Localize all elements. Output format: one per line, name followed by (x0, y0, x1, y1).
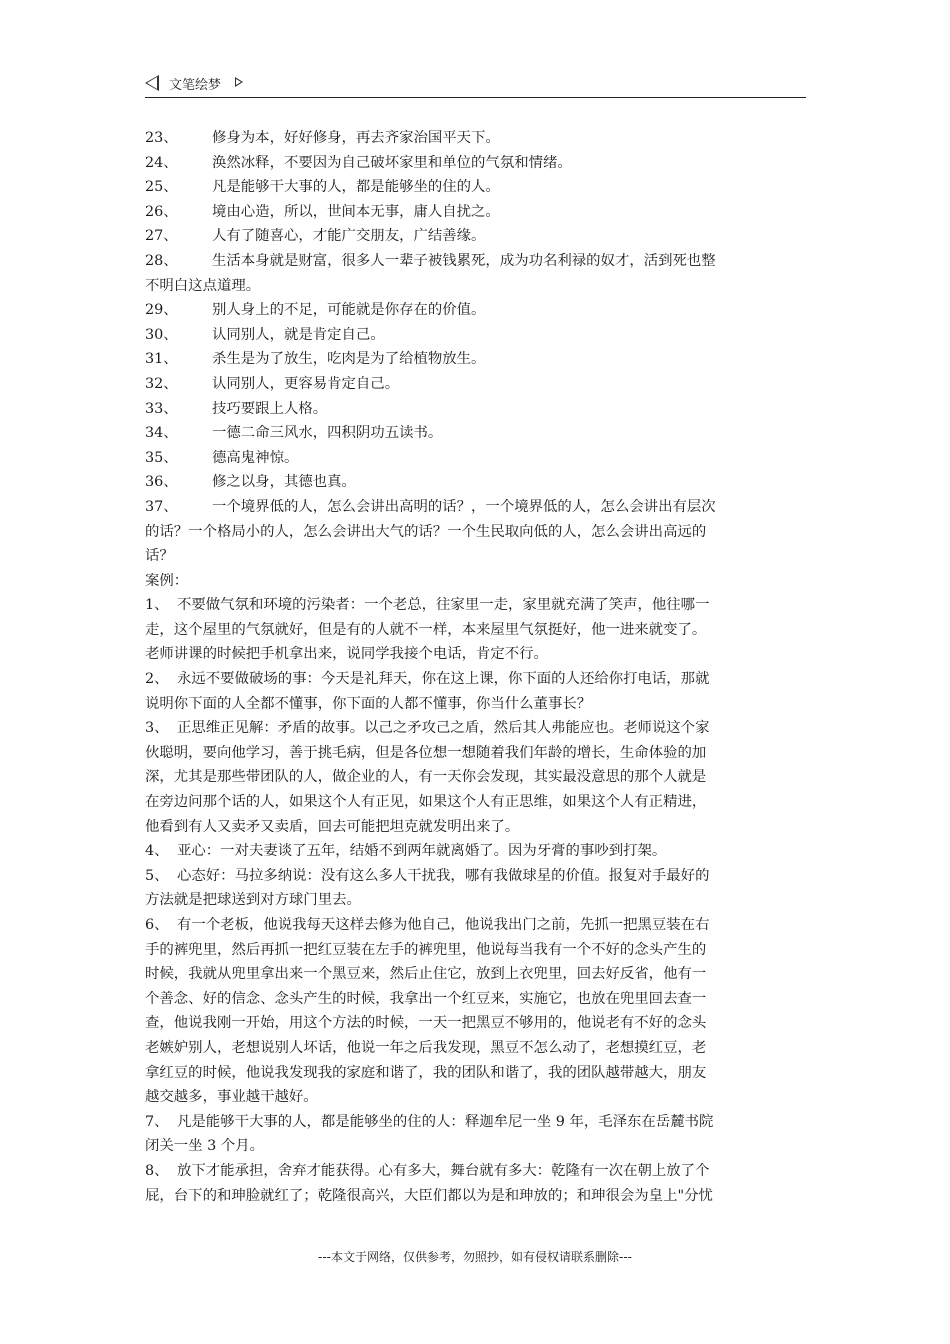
case-number: 6、 (145, 917, 169, 933)
item-number: 31、 (145, 351, 178, 368)
case-text-continued (145, 815, 807, 840)
case-text-continued (145, 618, 807, 643)
case-text: 在旁边问那个话的人，如果这个人有正见，如果这个人有正思维，如果这个人有正精进， (145, 794, 707, 811)
item-number: 29、 (145, 302, 178, 319)
case-text-continued (145, 790, 807, 815)
numbered-item (145, 347, 807, 372)
case-text: 时候，我就从兜里拿出来一个黑豆来，然后止住它，放到上衣兜里，回去好反省，他有一 (145, 966, 707, 983)
left-triangle-icon (145, 75, 159, 91)
case-text-continued (145, 1011, 807, 1036)
item-number: 33、 (145, 400, 178, 417)
case-text: 走，这个屋里的气氛就好，但是有的人就不一样，本来屋里气氛挺好，他一进来就变了。 (145, 621, 707, 638)
case-text: 他看到有人又卖矛又卖盾，回去可能把坦克就发明出来了。 (145, 818, 520, 835)
numbered-item (145, 421, 807, 446)
item-text: 人有了随喜心，才能广交朋友，广结善缘。 (212, 228, 486, 245)
case-text-continued (145, 741, 807, 766)
case-text-continued (145, 1085, 807, 1110)
item-text: 别人身上的不足，可能就是你存在的价值。 (212, 302, 486, 319)
case-text: 永远不要做破场的事：今天是礼拜天，你在这上课，你下面的人还给你打电话，那就 (177, 671, 710, 688)
case-number: 3、 (145, 720, 169, 737)
case-number: 2、 (145, 671, 169, 688)
numbered-item (145, 298, 807, 323)
item-number: 32、 (145, 375, 178, 392)
case-text: 闭关一坐 3 个月。 (145, 1138, 265, 1155)
case-text: 屁，台下的和珅脸就红了；乾隆很高兴，大臣们都以为是和珅放的；和珅很会为皇上"分忧 (145, 1187, 713, 1204)
case-text: 拿红豆的时候，他说我发现我的家庭和谐了，我的团队和谐了，我的团队越带越大，朋友 (145, 1064, 707, 1081)
numbered-item (145, 224, 807, 249)
case-item (145, 1110, 807, 1135)
case-text: 手的裤兜里，然后再抓一把红豆装在左手的裤兜里，他说每当我有一个不好的念头产生的 (145, 941, 707, 958)
item-number: 25、 (145, 179, 178, 196)
item-number: 26、 (145, 203, 178, 220)
case-text: 放下才能承担，舍弃才能获得。心有多大，舞台就有多大：乾隆有一次在朝上放了个 (177, 1162, 710, 1179)
case-text: 凡是能够干大事的人，都是能够坐的住的人：释迦牟尼一坐 9 年，毛泽东在岳麓书院 (177, 1113, 714, 1130)
item-number: 27、 (145, 228, 178, 245)
case-text-continued (145, 1184, 807, 1209)
case-text-continued (145, 962, 807, 987)
case-text: 不要做气氛和环境的污染者：一个老总，往家里一走，家里就充满了笑声，他往哪一 (177, 597, 710, 614)
item-text: 一德二命三风水，四积阴功五读书。 (212, 425, 443, 442)
numbered-item (145, 175, 807, 200)
numbered-item (145, 372, 807, 397)
case-heading: 案例： (145, 572, 189, 589)
item-number: 35、 (145, 449, 178, 466)
case-item (145, 593, 807, 618)
case-text: 老师讲课的时候把手机拿出来，说同学我接个电话，肯定不行。 (145, 646, 548, 663)
case-item (145, 716, 807, 741)
case-item (145, 839, 807, 864)
case-item (145, 1159, 807, 1184)
header-brand: 文笔绘梦 (169, 78, 222, 93)
item-text: 杀生是为了放生，吃肉是为了给植物放生。 (212, 351, 486, 368)
case-text-continued (145, 987, 807, 1012)
case-text-continued (145, 938, 807, 963)
case-text: 老嫉妒别人，老想说别人坏话，他说一年之后我发现，黑豆不怎么动了，老想摸红豆，老 (145, 1039, 707, 1056)
case-text: 个善念、好的信念、念头产生的时候，我拿出一个红豆来，实施它，也放在兜里回去查一 (145, 990, 707, 1007)
case-text-continued (145, 642, 807, 667)
case-text-continued (145, 1036, 807, 1061)
item-text: 境由心造，所以，世间本无事，庸人自扰之。 (212, 203, 500, 220)
numbered-item (145, 249, 807, 274)
case-text: 有一个老板，他说我每天这样去修为他自己，他说我出门之前，先抓一把黑豆装在右 (177, 917, 710, 933)
case-text: 深，尤其是那些带团队的人，做企业的人，有一天你会发现，其实最没意思的那个人就是 (145, 769, 707, 786)
item-text: 一个境界低的人，怎么会讲出高明的话？，一个境界低的人，怎么会讲出有层次 (212, 498, 716, 515)
item-number: 30、 (145, 326, 178, 343)
numbered-item (145, 151, 807, 176)
case-text: 查，他说我刚一开始，用这个方法的时候，一天一把黑豆不够用的，他说老有不好的念头 (145, 1015, 707, 1032)
numbered-item (145, 200, 807, 225)
item-text: 涣然冰释，不要因为自己破坏家里和单位的气氛和情绪。 (212, 154, 572, 171)
numbered-item (145, 397, 807, 422)
case-item (145, 667, 807, 692)
numbered-item (145, 126, 807, 151)
case-text: 心态好：马拉多纳说：没有这么多人干扰我，哪有我做球星的价值。报复对手最好的 (177, 867, 710, 884)
item-text: 生活本身就是财富，很多人一辈子被钱累死，成为功名利禄的奴才，活到死也整 (212, 252, 716, 269)
item-number: 28、 (145, 252, 178, 269)
case-number: 4、 (145, 843, 169, 860)
case-text-continued (145, 888, 807, 913)
case-text-continued (145, 692, 807, 717)
case-item (145, 913, 807, 938)
item-text: 凡是能够干大事的人，都是能够坐的住的人。 (212, 179, 500, 196)
item-number: 24、 (145, 154, 178, 171)
case-number: 5、 (145, 867, 169, 884)
case-text: 方法就是把球送到对方球门里去。 (145, 892, 361, 909)
item-text-continued: 话？ (145, 548, 174, 565)
page-header (145, 73, 806, 98)
numbered-item (145, 495, 807, 520)
item-text: 修之以身，其德也真。 (212, 474, 356, 491)
item-text: 认同别人，更容易肯定自己。 (212, 375, 400, 392)
page-footer: ---本文于网络，仅供参考，勿照抄，如有侵权请联系删除--- (318, 1250, 632, 1264)
numbered-item (145, 470, 807, 495)
case-number: 7、 (145, 1113, 169, 1130)
case-text-continued (145, 1134, 807, 1159)
case-number: 1、 (145, 597, 169, 614)
numbered-item (145, 323, 807, 348)
case-number: 8、 (145, 1162, 169, 1179)
item-number: 37、 (145, 498, 178, 515)
case-text-continued (145, 765, 807, 790)
right-triangle-icon (235, 77, 243, 87)
case-item (145, 864, 807, 889)
item-text: 认同别人，就是肯定自己。 (212, 326, 385, 343)
case-text: 伙聪明，要向他学习，善于挑毛病，但是各位想一想随着我们年龄的增长，生命体验的加 (145, 744, 707, 761)
item-text: 德高鬼神惊。 (212, 449, 299, 466)
item-text-continued: 不明白这点道理。 (145, 277, 261, 294)
item-text-continued: 的话？一个格局小的人，怎么会讲出大气的话？一个生民取向低的人，怎么会讲出高远的 (145, 523, 707, 540)
case-text: 亚心：一对夫妻谈了五年，结婚不到两年就离婚了。因为牙膏的事吵到打架。 (177, 843, 667, 860)
document-body (145, 126, 807, 1208)
item-number: 34、 (145, 425, 178, 442)
numbered-item (145, 446, 807, 471)
case-text: 说明你下面的人全都不懂事，你下面的人都不懂事，你当什么董事长？ (145, 695, 592, 712)
case-text: 正思维正见解：矛盾的故事。以己之矛攻己之盾，然后其人弗能应也。老师说这个家 (177, 720, 710, 737)
item-text: 修身为本，好好修身，再去齐家治国平天下。 (212, 130, 500, 146)
case-text-continued (145, 1061, 807, 1086)
item-text: 技巧要跟上人格。 (212, 400, 328, 417)
item-number: 36、 (145, 474, 178, 491)
case-text: 越交越多，事业越干越好。 (145, 1089, 318, 1106)
item-number: 23、 (145, 130, 178, 146)
